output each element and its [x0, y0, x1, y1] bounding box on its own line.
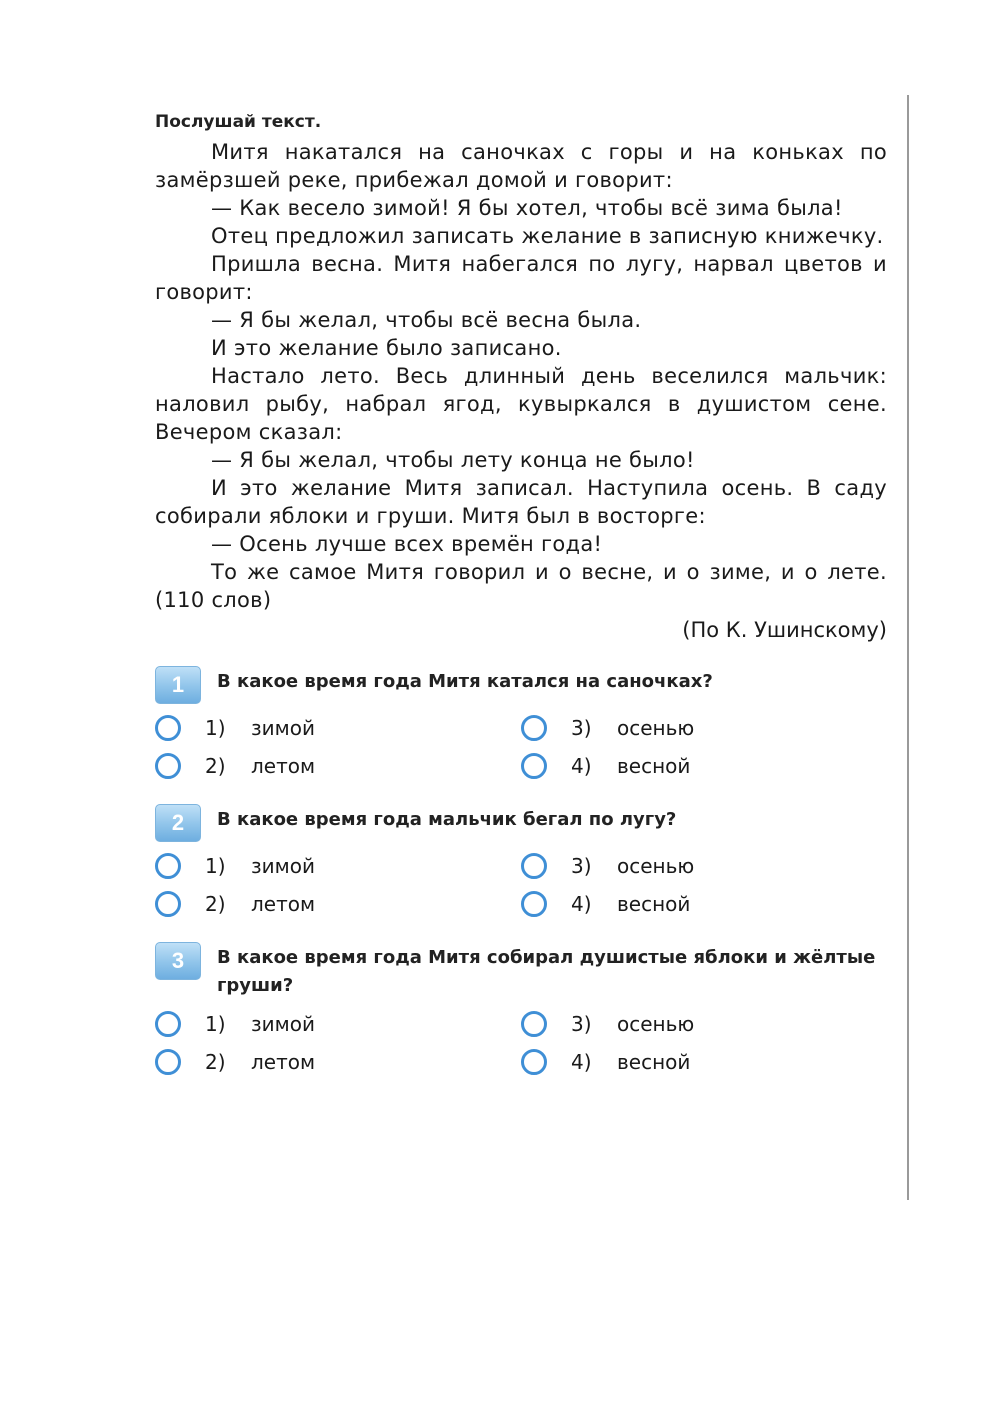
answer-option[interactable] — [521, 750, 887, 782]
answer-option[interactable] — [155, 888, 521, 920]
radio-circle-icon[interactable] — [155, 1049, 181, 1075]
answer-option[interactable] — [521, 1046, 887, 1078]
question-number-badge: 3 — [155, 942, 201, 980]
option-label: летом — [251, 892, 316, 916]
option-label: осенью — [617, 716, 695, 740]
question-text: В какое время года Митя собирал душистые яблоки и жёлтые груши? — [217, 947, 876, 996]
option-number: 1) — [205, 1012, 226, 1036]
story-paragraph: — Я бы желал, чтобы лету конца не было! — [211, 448, 695, 472]
instruction: Послушай текст. — [155, 112, 322, 132]
option-number: 1) — [205, 716, 226, 740]
question-3 — [155, 942, 887, 1078]
radio-circle-icon[interactable] — [155, 715, 181, 741]
story-paragraph: Настало лето. Весь длинный день веселился мальчик: наловил рыбу, набрал ягод, кувыркался в душистом сене. Вечером сказал: — [155, 364, 887, 444]
option-number: 2) — [205, 1050, 226, 1074]
option-number: 4) — [571, 754, 592, 778]
radio-circle-icon[interactable] — [155, 891, 181, 917]
question-text: В какое время года мальчик бегал по лугу? — [217, 809, 677, 830]
option-label: весной — [617, 754, 691, 778]
option-number: 3) — [571, 716, 592, 740]
question-1 — [155, 666, 887, 782]
option-label: весной — [617, 892, 691, 916]
answer-option[interactable] — [155, 1046, 521, 1078]
option-label: зимой — [251, 854, 315, 878]
radio-circle-icon[interactable] — [521, 891, 547, 917]
answer-option[interactable] — [521, 850, 887, 882]
option-number: 1) — [205, 854, 226, 878]
answer-option[interactable] — [155, 1008, 521, 1040]
answer-option[interactable] — [155, 850, 521, 882]
option-number: 3) — [571, 854, 592, 878]
option-number: 2) — [205, 892, 226, 916]
option-number: 4) — [571, 1050, 592, 1074]
radio-circle-icon[interactable] — [521, 753, 547, 779]
story-paragraph: — Осень лучше всех времён года! — [211, 532, 603, 556]
story-source: (По К. Ушинскому) — [682, 618, 887, 642]
question-number-badge: 2 — [155, 804, 201, 842]
answer-option[interactable] — [521, 712, 887, 744]
radio-circle-icon[interactable] — [521, 715, 547, 741]
story-paragraph: Пришла весна. Митя набегался по лугу, нарвал цветов и говорит: — [155, 252, 887, 304]
radio-circle-icon[interactable] — [155, 1011, 181, 1037]
option-label: зимой — [251, 1012, 315, 1036]
option-number: 2) — [205, 754, 226, 778]
option-number: 4) — [571, 892, 592, 916]
question-2 — [155, 804, 887, 920]
story-paragraph: — Как весело зимой! Я бы хотел, чтобы всё зима была! — [211, 196, 843, 220]
answer-option[interactable] — [155, 750, 521, 782]
answer-option[interactable] — [521, 1008, 887, 1040]
option-label: летом — [251, 754, 316, 778]
option-label: весной — [617, 1050, 691, 1074]
page-edge-line — [907, 95, 909, 1200]
option-label: осенью — [617, 854, 695, 878]
story-text — [155, 138, 887, 614]
radio-circle-icon[interactable] — [521, 1049, 547, 1075]
radio-circle-icon[interactable] — [155, 753, 181, 779]
story-paragraph: И это желание было записано. — [211, 336, 562, 360]
answer-option[interactable] — [155, 712, 521, 744]
story-paragraph: Митя накатался на саночках с горы и на коньках по замёрзшей реке, прибежал домой и говорит: — [155, 140, 887, 192]
question-text: В какое время года Митя катался на саночках? — [217, 671, 713, 692]
option-number: 3) — [571, 1012, 592, 1036]
radio-circle-icon[interactable] — [155, 853, 181, 879]
option-label: зимой — [251, 716, 315, 740]
radio-circle-icon[interactable] — [521, 853, 547, 879]
worksheet — [155, 112, 887, 1078]
story-paragraph: — Я бы желал, чтобы всё весна была. — [211, 308, 642, 332]
story-paragraph: Отец предложил записать желание в записную книжечку. — [211, 224, 884, 248]
option-label: летом — [251, 1050, 316, 1074]
story-paragraph: То же самое Митя говорил и о весне, и о зиме, и о лете. (110 слов) — [155, 560, 887, 612]
option-label: осенью — [617, 1012, 695, 1036]
question-number-badge: 1 — [155, 666, 201, 704]
radio-circle-icon[interactable] — [521, 1011, 547, 1037]
story-paragraph: И это желание Митя записал. Наступила осень. В саду собирали яблоки и груши. Митя был в восторге: — [155, 476, 887, 528]
answer-option[interactable] — [521, 888, 887, 920]
